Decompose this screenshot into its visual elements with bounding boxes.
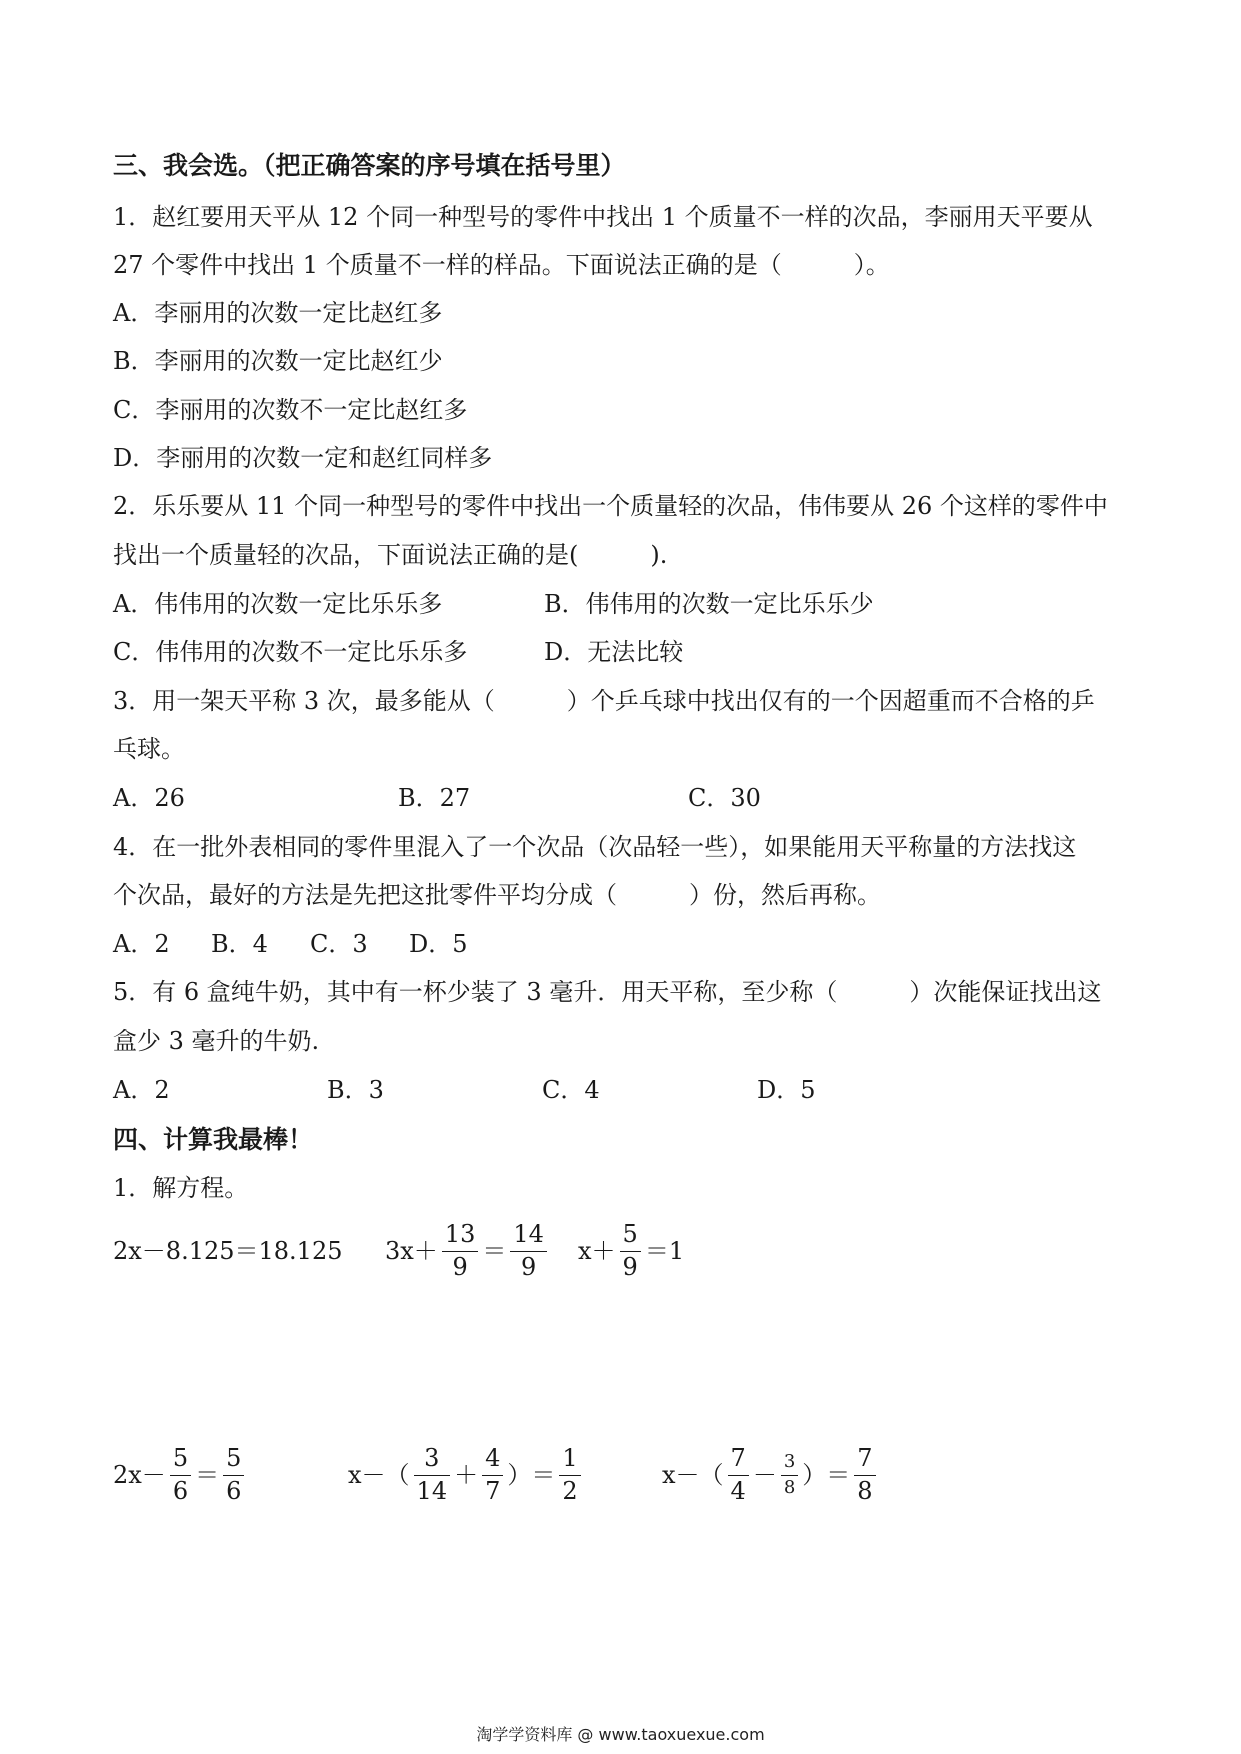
equation-2-fraction-2 [510,1222,547,1279]
numerator: 14 [513,1220,544,1249]
q2-line1: 2．乐乐要从 11 个同一种型号的零件中找出一个质量轻的次品，伟伟要从 26 个这样的零件中 [113,492,1108,520]
denominator: 7 [485,1476,501,1505]
denominator: 9 [622,1252,638,1281]
equation-5-fraction-2 [482,1446,503,1503]
q2-option-a: A．伟伟用的次数一定比乐乐多 [113,590,443,618]
equation-2-pre: 3x＋ [385,1237,438,1265]
q3-line2: 乓球。 [113,735,185,763]
q4-line2: 个次品，最好的方法是先把这批零件平均分成（ ）份，然后再称。 [113,881,881,909]
equation-6-operator: － [752,1461,777,1489]
q5-option-a: A．2 [113,1076,170,1104]
fraction-bar [620,1251,641,1252]
fraction-bar [854,1475,875,1476]
numerator: 13 [444,1220,476,1249]
numerator: 5 [172,1444,189,1473]
equation-4-equals: ＝ [195,1461,220,1489]
equation-5-operator: ＋ [454,1461,479,1489]
numerator: 7 [730,1444,746,1473]
equation-6-fraction-3 [854,1446,875,1503]
q3-option-b: B．27 [398,784,471,812]
equation-5 [348,1444,585,1506]
q4-option-a: A．2 [113,930,170,958]
equation-2-equals: ＝ [482,1237,507,1265]
equation-3-post: ＝1 [644,1237,685,1265]
q3-option-c: C．30 [688,784,761,812]
fraction-bar [510,1251,547,1252]
numerator: 5 [226,1444,242,1473]
equation-2-fraction-1 [442,1222,479,1279]
q5-line1: 5．有 6 盒纯牛奶，其中有一杯少装了 3 毫升．用天平称，至少称（ ）次能保证找出这 [113,978,1102,1006]
denominator: 4 [730,1476,746,1505]
equation-5-fraction-3 [559,1446,580,1503]
denominator: 14 [416,1476,448,1505]
equation-5-pre: x－（ [348,1461,410,1489]
q4-option-b: B．4 [211,930,268,958]
q4-line1: 4．在一批外表相同的零件里混入了一个次品（次品轻一些），如果能用天平称量的方法找这 [113,833,1077,861]
numerator: 7 [857,1444,873,1473]
q2-option-b: B．伟伟用的次数一定比乐乐少 [544,590,874,618]
denominator: 9 [520,1252,537,1281]
denominator: 9 [452,1252,468,1281]
q2-line2: 找出一个质量轻的次品，下面说法正确的是( ). [113,541,668,569]
equation-2 [385,1220,551,1282]
q1-line1: 1．赵红要用天平从 12 个同一种型号的零件中找出 1 个质量不一样的次品，李丽用天平要从 [113,203,1093,231]
q5-option-b: B．3 [327,1076,384,1104]
equation-3 [578,1220,684,1282]
q1-option-d: D．李丽用的次数一定和赵红同样多 [113,444,493,472]
equation-6-pre: x－（ [662,1461,724,1489]
q3-line1: 3．用一架天平称 3 次，最多能从（ ）个乒乓球中找出仅有的一个因超重而不合格的乒 [113,687,1095,715]
equation-4-fraction-2 [223,1446,244,1503]
q1-option-a: A．李丽用的次数一定比赵红多 [113,299,443,327]
q1-line2: 27 个零件中找出 1 个质量不一样的样品。下面说法正确的是（ ）。 [113,251,890,279]
footer-watermark: 淘学学资料库 @ www.taoxuexue.com [476,1725,765,1744]
equation-3-pre: x＋ [578,1237,616,1265]
denominator: 8 [857,1476,873,1505]
numerator: 4 [485,1444,501,1473]
denominator: 8 [783,1476,796,1498]
equation-5-fraction-1 [414,1446,451,1503]
q1-option-c: C．李丽用的次数不一定比赵红多 [113,396,468,424]
fraction-bar [414,1475,451,1476]
equation-1 [113,1236,343,1266]
q5-line2: 盒少 3 毫升的牛奶. [113,1027,320,1055]
denominator: 6 [226,1476,242,1505]
q4-option-c: C．3 [310,930,368,958]
q2-option-d: D．无法比较 [544,638,684,666]
numerator: 3 [424,1444,440,1473]
fraction-bar [482,1475,503,1476]
fraction-bar [559,1475,580,1476]
q3-option-a: A．26 [113,784,185,812]
q1-option-b: B．李丽用的次数一定比赵红少 [113,347,443,375]
numerator: 1 [562,1444,578,1473]
denominator: 6 [172,1476,189,1505]
denominator: 2 [562,1476,578,1505]
equation-6-fraction-2 [781,1450,798,1498]
section3-title: 三、我会选。（把正确答案的序号填在括号里） [113,151,626,180]
q5-option-c: C．4 [542,1076,600,1104]
numerator: 5 [622,1220,638,1249]
fraction-bar [728,1475,749,1476]
section4-task: 1．解方程。 [113,1174,249,1202]
equation-3-fraction-1 [620,1222,641,1279]
equation-4 [113,1444,248,1506]
equation-4-fraction-1 [170,1446,191,1503]
equation-1-text: 2x－8.125＝18.125 [113,1237,343,1265]
fraction-bar [442,1251,479,1252]
q4-option-d: D．5 [409,930,468,958]
equation-5-equals: ）＝ [507,1461,556,1489]
q2-option-c: C．伟伟用的次数不一定比乐乐多 [113,638,468,666]
equation-4-pre: 2x－ [113,1461,166,1489]
numerator: 3 [783,1450,796,1472]
fraction-bar [223,1475,244,1476]
q5-option-d: D．5 [757,1076,816,1104]
section4-title: 四、计算我最棒！ [113,1125,314,1154]
fraction-bar [781,1475,798,1476]
equation-6 [662,1444,880,1506]
fraction-bar [170,1475,191,1476]
equation-6-fraction-1 [728,1446,749,1503]
equation-6-equals: ）＝ [802,1461,851,1489]
